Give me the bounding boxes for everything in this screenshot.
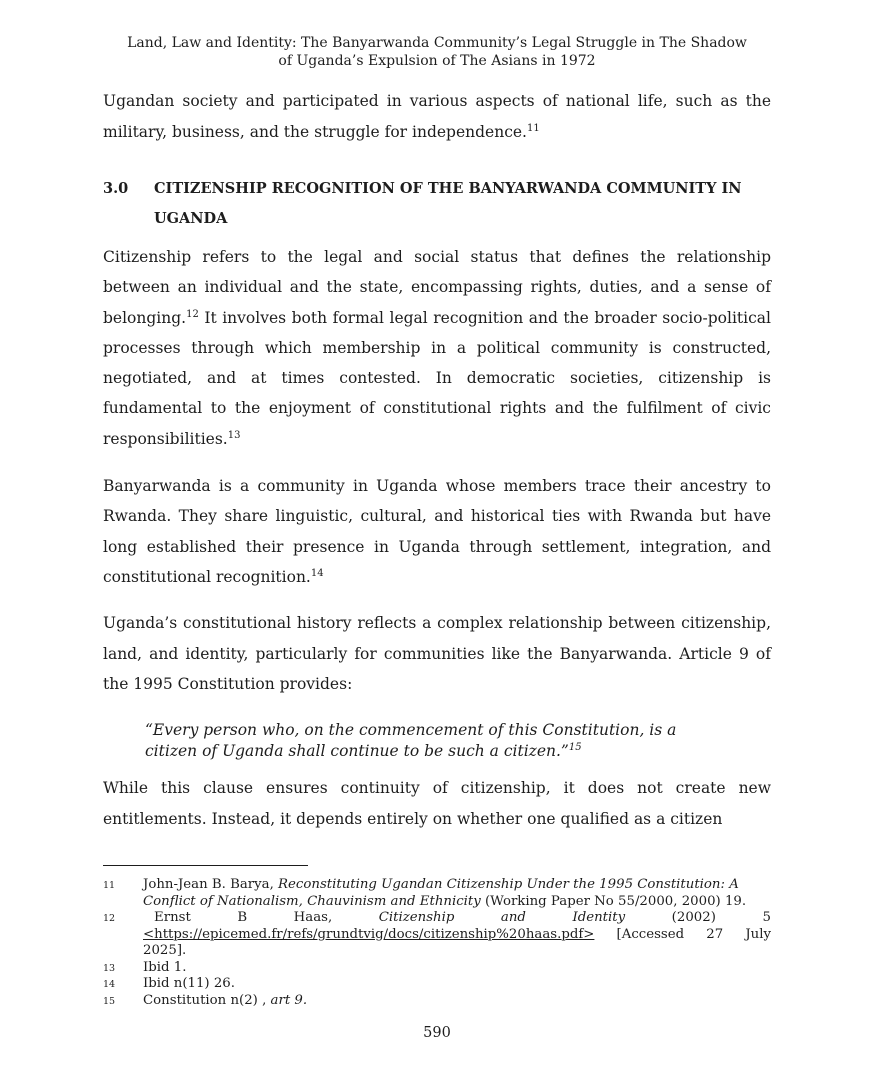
- paragraph-clause-continuity: [103, 773, 771, 834]
- paragraph-4-text: While this clause ensures continuity of citizenship, it does not create new entitlements. Instead, it depends entirely on whether one qualified as a citizen: [103, 779, 771, 828]
- quote-line-1: “Every person who, on the commencement of this Constitution, is a: [145, 721, 677, 739]
- footnote-14: [103, 976, 771, 993]
- footnote-12: [103, 910, 771, 960]
- footnote-number: 12: [103, 913, 116, 924]
- footnote-12-accessed: [Accessed: [616, 926, 685, 942]
- footnote-ref-12[interactable]: 12: [186, 308, 199, 320]
- footnote-ref-14[interactable]: 14: [310, 567, 324, 579]
- paragraph-1-part-2: It involves both formal legal recognition and the broader socio-political processes through which membership in a political community is constructed, negotiated, and at times contested. In democratic societies, citizenship is fundamental to the enjoyment of constitutional rights and the fulfilment of civic responsibilities.: [103, 308, 771, 448]
- section-title: CITIZENSHIP RECOGNITION OF THE BANYARWANDA COMMUNITY IN UGANDA: [154, 180, 742, 227]
- paragraph-constitutional-history: [103, 608, 771, 700]
- footnote-12-accessed: 27: [706, 926, 724, 942]
- footnote-11-title: Reconstituting Ugandan Citizenship Under the 1995 Constitution: A Conflict of Nationalism, Chauvinism and Ethnicity: [143, 877, 739, 909]
- footnote-14-text: Ibid n(11) 26.: [143, 976, 235, 991]
- footnote-12-line-2: [143, 927, 771, 944]
- paragraph-2-text: Banyarwanda is a community in Uganda whose members trace their ancestry to Rwanda. They share linguistic, cultural, and historical ties with Rwanda but have long established their presence in Uganda through settlement, integration, and constitutional recognition.: [103, 477, 771, 586]
- section-heading: [103, 174, 771, 234]
- footnote-13: [103, 960, 771, 977]
- footnote-15-article: art 9.: [270, 992, 308, 1008]
- footnote-number: 15: [103, 995, 116, 1007]
- footnote-ref-13[interactable]: 13: [227, 429, 241, 441]
- paragraph-citizenship-definition: [103, 242, 771, 454]
- constitution-quote: [145, 720, 745, 762]
- lead-paragraph-text: Ugandan society and participated in various aspects of national life, such as the military, business, and the struggle for independence.: [103, 92, 771, 141]
- footnote-12-word: Haas,: [293, 910, 333, 925]
- footnote-number: 14: [103, 979, 116, 990]
- footnote-12-url-link[interactable]: <https://epicemed.fr/refs/grundtvig/docs/citizenship%20haas.pdf>: [143, 926, 595, 942]
- footnote-12-title-word: Citizenship: [378, 910, 455, 925]
- paragraph-banyarwanda: [103, 471, 771, 592]
- running-head: [103, 34, 771, 70]
- page-number: 590: [423, 1025, 451, 1041]
- footnote-12-title-word: and: [500, 910, 526, 925]
- footnote-15-text: Constitution n(2) ,: [143, 992, 271, 1008]
- footnote-12-line-1: [143, 910, 771, 927]
- footnote-11-author: John-Jean B. Barya,: [143, 877, 279, 892]
- footnote-12-word: B: [237, 910, 248, 925]
- paragraph-1-part-1: Citizenship refers to the legal and social status that defines the relationship between an individual and the state, encompassing rights, duties, and a sense of belonging.: [103, 248, 771, 327]
- quote-line-2: citizen of Uganda shall continue to be such a citizen.”: [145, 742, 569, 760]
- footnote-ref-11[interactable]: 11: [526, 122, 540, 134]
- footnote-number: 11: [103, 880, 116, 891]
- lead-paragraph: [103, 86, 771, 147]
- footnote-12-word: Ernst: [154, 910, 191, 925]
- footnote-13-text: Ibid 1.: [143, 959, 187, 975]
- running-head-line-2: of Uganda’s Expulsion of The Asians in 1972: [278, 53, 596, 69]
- footnote-11-rest: (Working Paper No 55/2000, 2000) 19.: [480, 893, 747, 909]
- footnotes: [103, 877, 771, 1009]
- footnote-12-accessed: July: [745, 926, 771, 942]
- footnote-12-word: 5: [762, 910, 771, 925]
- footnote-separator: [103, 865, 308, 866]
- section-number: 3.0: [103, 180, 129, 197]
- footnote-ref-15[interactable]: 15: [568, 742, 582, 753]
- footnote-number: 13: [103, 962, 116, 974]
- footnote-12-word: (2002): [671, 910, 716, 925]
- footnote-11: [103, 877, 771, 910]
- footnote-12-title-word: Identity: [572, 910, 626, 925]
- paragraph-3-text: Uganda’s constitutional history reflects a complex relationship between citizenship, land, and identity, particularly for communities like the Banyarwanda. Article 9 of the 1995 Constitution provides:: [103, 614, 771, 693]
- footnote-15: [103, 993, 771, 1010]
- footnote-12-year: 2025].: [143, 943, 187, 958]
- running-head-line-1: Land, Law and Identity: The Banyarwanda Community’s Legal Struggle in The Shadow: [127, 35, 747, 51]
